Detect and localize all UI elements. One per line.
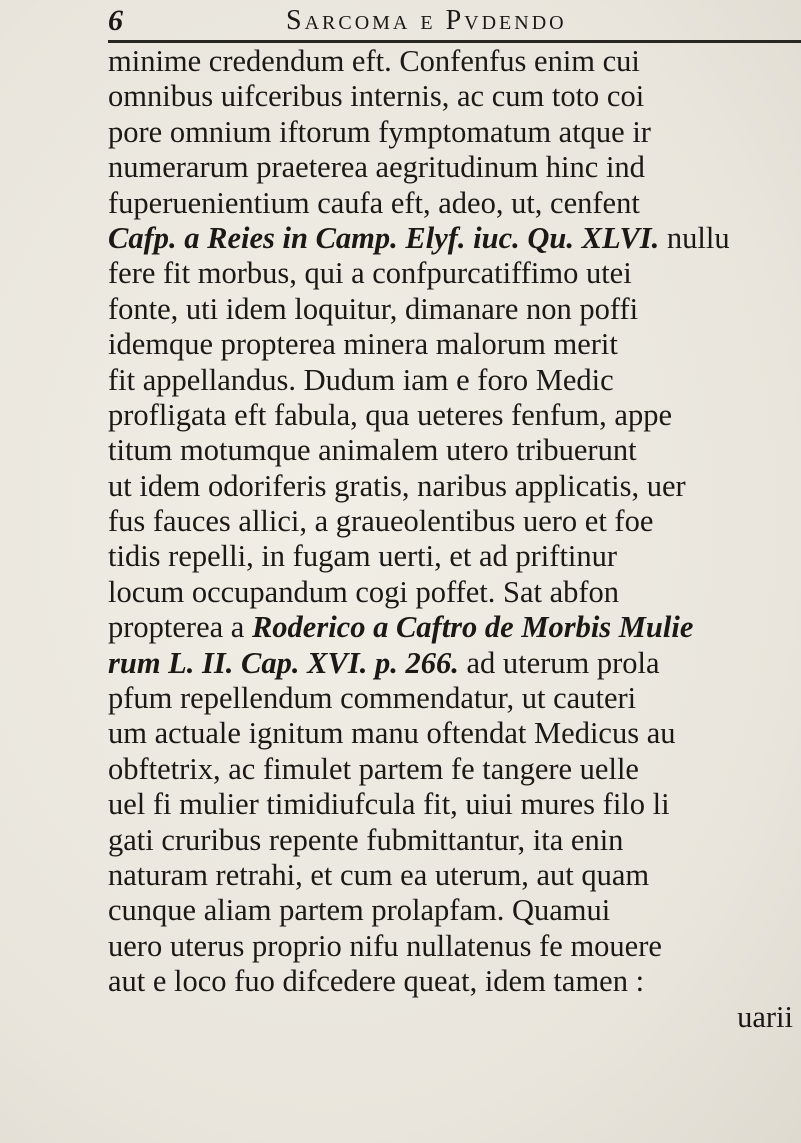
text-line bbox=[108, 469, 801, 504]
text-run: fere fit morbus, qui a confpurcatiffimo utei bbox=[108, 256, 632, 291]
text-run: fit appellandus. Dudum iam e foro Medic bbox=[108, 362, 614, 397]
text-run: propterea a bbox=[108, 610, 252, 645]
running-head: Sarcoma e Pvdendo bbox=[286, 5, 567, 36]
text-run: cunque aliam partem prolapfam. Quamui bbox=[108, 893, 611, 928]
text-run: titum motumque animalem utero tribuerunt bbox=[108, 433, 637, 468]
text-run: um actuale ignitum manu oftendat Medicus au bbox=[108, 716, 676, 751]
text-line bbox=[108, 150, 801, 185]
text-run: idemque propterea minera malorum merit bbox=[108, 327, 618, 362]
text-run: omnibus uifceribus internis, ac cum toto coi bbox=[108, 79, 645, 114]
text-run: uel fi mulier timidiufcula fit, uiui mures filo li bbox=[108, 787, 670, 822]
text-line bbox=[108, 433, 801, 468]
text-run: uero uterus proprio nifu nullatenus fe mouere bbox=[108, 928, 662, 963]
text-run: fuperuenientium caufa eft, adeo, ut, cenfent bbox=[108, 185, 640, 220]
text-run: fonte, uti idem loquitur, dimanare non poffi bbox=[108, 291, 639, 326]
text-line bbox=[108, 752, 801, 787]
text-line bbox=[108, 716, 801, 751]
text-run: nullu bbox=[659, 220, 730, 255]
header-rule bbox=[108, 40, 801, 43]
text-run: minime credendum eft. Confenfus enim cui bbox=[108, 44, 640, 78]
text-line bbox=[108, 504, 801, 539]
italic-citation: Roderico a Caftro de Morbis Mulie bbox=[251, 610, 694, 645]
text-line bbox=[108, 256, 801, 291]
text-run: tidis repelli, in fugam uerti, et ad priftinur bbox=[108, 539, 618, 574]
catchword: uarii bbox=[737, 999, 793, 1034]
text-run: numerarum praeterea aegritudinum hinc ind bbox=[108, 150, 645, 185]
text-run: pfum repellendum commendatur, ut cauteri bbox=[108, 681, 637, 716]
text-line bbox=[108, 186, 801, 221]
text-line bbox=[108, 929, 801, 964]
text-run: profligata eft fabula, qua ueteres fenfum, appe bbox=[108, 397, 672, 432]
italic-citation: rum L. II. Cap. XVI. p. 266. bbox=[108, 645, 459, 680]
text-line bbox=[108, 964, 801, 999]
text-run: fus fauces allici, a graueolentibus uero et foe bbox=[108, 504, 654, 539]
body-text bbox=[108, 44, 801, 1104]
text-line bbox=[108, 646, 801, 681]
text-line bbox=[108, 681, 801, 716]
text-line bbox=[108, 398, 801, 433]
text-line bbox=[108, 79, 801, 114]
text-run: ut idem odoriferis gratis, naribus applicatis, uer bbox=[108, 468, 686, 503]
page-header bbox=[108, 2, 801, 42]
text-line bbox=[108, 787, 801, 822]
text-line bbox=[108, 44, 801, 79]
text-run: locum occupandum cogi poffet. Sat abfon bbox=[108, 574, 620, 609]
text-run: pore omnium iftorum fymptomatum atque ir bbox=[108, 114, 651, 149]
text-line bbox=[108, 292, 801, 327]
text-run: gati cruribus repente fubmittantur, ita enin bbox=[108, 822, 624, 857]
text-line bbox=[108, 858, 801, 893]
text-run: aut e loco fuo difcedere queat, idem tamen : bbox=[108, 964, 645, 999]
text-run: obftetrix, ac fimulet partem fe tangere uelle bbox=[108, 751, 639, 786]
text-line bbox=[108, 823, 801, 858]
text-run: naturam retrahi, et cum ea uterum, aut quam bbox=[108, 857, 650, 892]
page-number: 6 bbox=[108, 4, 123, 37]
text-line bbox=[108, 221, 801, 256]
text-line bbox=[108, 893, 801, 928]
text-line bbox=[108, 363, 801, 398]
text-line bbox=[108, 115, 801, 150]
text-line bbox=[108, 539, 801, 574]
text-line bbox=[108, 327, 801, 362]
text-line bbox=[108, 575, 801, 610]
text-run: ad uterum prola bbox=[458, 645, 660, 680]
italic-citation: Cafp. a Reies in Camp. Elyf. iuc. Qu. XLVI. bbox=[108, 220, 660, 255]
text-line bbox=[108, 610, 801, 645]
